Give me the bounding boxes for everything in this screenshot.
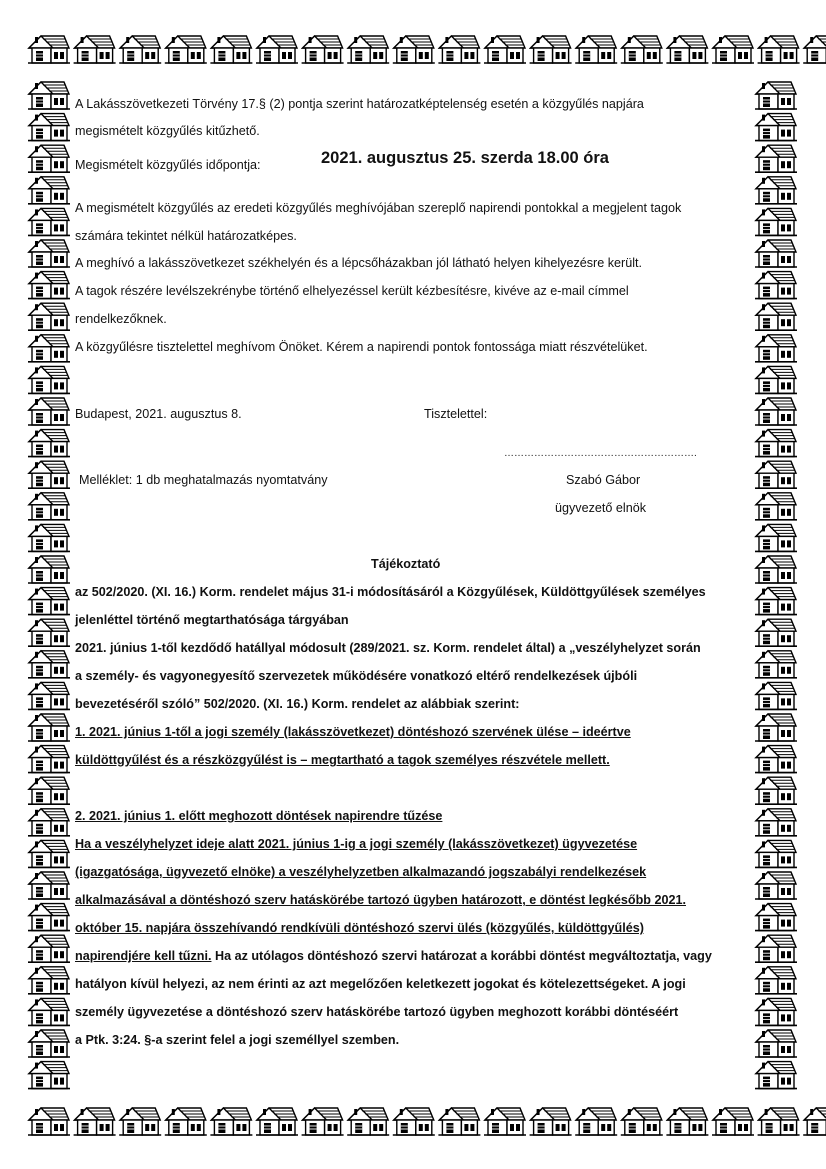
house-icon <box>666 1108 708 1135</box>
info-line-4: a személy- és vagyonegyesítő szervezetek működésére vonatkozó eltérő rendelkezések újbóli <box>75 669 638 683</box>
house-icon <box>28 619 70 646</box>
house-icon <box>210 36 252 63</box>
point-2-line-1: Ha a veszélyhelyzet ideje alatt 2021. június 1-ig a jogi személy (lakásszövetkezet) ügyvezetése <box>75 837 638 851</box>
house-icon <box>28 335 70 362</box>
house-icon <box>712 36 754 63</box>
info-line-1: az 502/2020. (XI. 16.) Korm. rendelet május 31-i módosításáról a Közgyűlések, Küldöttgyűlések személyes <box>75 585 706 599</box>
house-icon <box>28 145 70 172</box>
house-icon <box>755 145 797 172</box>
point-2-line-5-underlined: napirendjére kell tűzni. <box>75 949 212 963</box>
place-date: Budapest, 2021. augusztus 8. <box>75 407 242 421</box>
house-icon <box>28 272 70 299</box>
house-icon <box>530 1108 572 1135</box>
notice-line-1: A Lakásszövetkezeti Törvény 17.§ (2) pontja szerint határozatképtelenség esetén a közgyűlés napjára <box>75 97 644 111</box>
house-icon <box>755 967 797 994</box>
meeting-time-row <box>75 149 609 172</box>
house-icon <box>755 366 797 393</box>
meeting-time-value: 2021. augusztus 25. szerda 18.00 óra <box>321 149 609 167</box>
house-icon <box>438 36 480 63</box>
house-icon <box>755 461 797 488</box>
house-icon <box>28 840 70 867</box>
house-icon <box>28 935 70 962</box>
attachment-note: Melléklet: 1 db meghatalmazás nyomtatvány <box>79 473 328 487</box>
house-icon <box>755 1062 797 1089</box>
house-icon <box>438 1108 480 1135</box>
house-icon <box>28 366 70 393</box>
info-line-2: jelenléttel történő megtarthatósága tárgyában <box>75 613 349 627</box>
house-icon <box>758 36 800 63</box>
info-title: Tájékoztató <box>371 557 441 571</box>
house-icon <box>28 998 70 1025</box>
signer-name: Szabó Gábor <box>566 473 641 487</box>
house-icon <box>755 809 797 836</box>
signature-line: …………………………………………………. <box>504 448 697 459</box>
house-icon <box>119 36 161 63</box>
house-icon <box>575 36 617 63</box>
greeting: Tisztelettel: <box>424 407 488 421</box>
house-icon <box>256 36 298 63</box>
house-icon <box>28 967 70 994</box>
house-icon <box>755 493 797 520</box>
house-icon <box>755 619 797 646</box>
house-icon <box>755 335 797 362</box>
house-icon <box>28 303 70 330</box>
house-icon <box>530 36 572 63</box>
house-icon <box>28 872 70 899</box>
point-2-title: 2. 2021. június 1. előtt meghozott döntések napirendre tűzése <box>75 809 443 823</box>
point-2-line-2: (igazgatósága, ügyvezető elnöke) a veszélyhelyzetben alkalmazandó jogszabályi rendelkezések <box>75 865 647 879</box>
house-icon <box>575 1108 617 1135</box>
house-icon <box>755 177 797 204</box>
signer-role: ügyvezető elnök <box>555 501 647 515</box>
house-icon <box>28 493 70 520</box>
notice-line-6: A meghívó a lakásszövetkezet székhelyén és a lépcsőházakban jól látható helyen kihelyezésre került. <box>75 256 643 270</box>
house-icon <box>28 746 70 773</box>
house-icon <box>755 1030 797 1057</box>
house-icon <box>484 36 526 63</box>
house-icon <box>165 1108 207 1135</box>
house-icon <box>755 82 797 109</box>
house-icon <box>210 1108 252 1135</box>
house-icon <box>755 556 797 583</box>
house-icon <box>302 1108 344 1135</box>
house-icon <box>28 588 70 615</box>
house-icon <box>256 1108 298 1135</box>
notice-line-5: számára tekintet nélkül határozatképes. <box>75 229 297 243</box>
house-icon <box>28 398 70 425</box>
house-icon <box>803 36 826 63</box>
house-icon <box>755 714 797 741</box>
house-icon <box>28 240 70 267</box>
house-icon <box>666 36 708 63</box>
house-icon <box>28 714 70 741</box>
notice-line-8: rendelkezőknek. <box>75 312 167 326</box>
house-icon <box>758 1108 800 1135</box>
house-icon <box>755 303 797 330</box>
house-icon <box>28 177 70 204</box>
info-line-3: 2021. június 1-től kezdődő hatállyal módosult (289/2021. sz. Korm. rendelet által) a „veszélyhelyzet során <box>75 641 701 655</box>
point-1-line-2: küldöttgyűlést és a részközgyűlést is – megtartható a tagok személyes részvétele mellett. <box>75 753 610 767</box>
house-icon <box>755 114 797 141</box>
point-2-line-6: hatályon kívül helyezi, az nem érinti az azt megelőzően keletkezett jogokat és kötelezettségeket. A jogi <box>75 977 686 991</box>
house-icon <box>755 272 797 299</box>
house-icon <box>28 524 70 551</box>
house-icon <box>755 998 797 1025</box>
house-icon <box>803 1108 826 1135</box>
house-icon <box>621 1108 663 1135</box>
house-icon <box>755 682 797 709</box>
point-2-line-7: személy ügyvezetése a döntéshozó szerv hatáskörébe tartozó ügyben meghozott korábbi döntéséért <box>75 1005 679 1019</box>
point-2-line-8: a Ptk. 3:24. §-a szerint felel a jogi személlyel szemben. <box>75 1033 400 1047</box>
house-icon <box>28 904 70 931</box>
house-icon <box>28 1108 70 1135</box>
house-icon <box>755 524 797 551</box>
house-icon <box>28 556 70 583</box>
house-icon <box>755 398 797 425</box>
point-1-line-1: 1. 2021. június 1-től a jogi személy (lakásszövetkezet) döntéshozó szervének ülése – ideértve <box>75 725 631 739</box>
meeting-time-label: Megismételt közgyűlés időpontja: <box>75 158 261 172</box>
house-icon <box>28 1062 70 1089</box>
house-icon <box>165 36 207 63</box>
house-icon <box>28 682 70 709</box>
notice-line-7: A tagok részére levélszekrénybe történő elhelyezéssel került kézbesítésre, kivéve az e-mail címmel <box>75 284 629 298</box>
point-2-line-5-rest: Ha az utólagos döntéshozó szervi határozat a korábbi döntést megváltoztatja, vagy <box>211 949 712 963</box>
house-icon <box>302 36 344 63</box>
house-icon <box>755 872 797 899</box>
house-icon <box>28 430 70 457</box>
house-icon <box>28 82 70 109</box>
info-line-5: bevezetéséről szóló” 502/2020. (XI. 16.) Korm. rendelet az alábbiak szerint: <box>75 697 520 711</box>
house-icon <box>755 777 797 804</box>
house-icon <box>755 651 797 678</box>
house-icon <box>755 240 797 267</box>
house-icon <box>621 36 663 63</box>
notice-line-2: megismételt közgyűlés kitűzhető. <box>75 124 260 138</box>
house-icon <box>755 746 797 773</box>
house-icon <box>28 36 70 63</box>
point-2-line-3: alkalmazásával a döntéshozó szerv hatáskörébe tartozó ügyben határozott, e döntést legkésőbb 2021. <box>75 893 686 907</box>
house-icon <box>28 461 70 488</box>
house-icon <box>755 935 797 962</box>
house-icon <box>74 1108 116 1135</box>
house-icon <box>755 430 797 457</box>
notice-line-4: A megismételt közgyűlés az eredeti közgyűlés meghívójában szereplő napirendi pontokkal a megjelent tagok <box>75 201 682 215</box>
house-icon <box>755 904 797 931</box>
house-icon <box>484 1108 526 1135</box>
point-2-line-4: október 15. napjára összehívandó rendkívüli döntéshozó szervi ülés (közgyűlés, küldöttgyűlés) <box>75 921 644 935</box>
house-icon <box>28 809 70 836</box>
house-icon <box>755 588 797 615</box>
house-icon <box>347 36 389 63</box>
house-icon <box>712 1108 754 1135</box>
house-icon <box>755 840 797 867</box>
house-icon <box>119 1108 161 1135</box>
house-icon <box>393 1108 435 1135</box>
house-icon <box>28 651 70 678</box>
house-icon <box>393 36 435 63</box>
house-icon <box>755 208 797 235</box>
house-icon <box>28 208 70 235</box>
point-2-line-5 <box>75 949 712 963</box>
house-icon <box>74 36 116 63</box>
notice-line-9: A közgyűlésre tisztelettel meghívom Önöket. Kérem a napirendi pontok fontossága miatt részvételüket. <box>75 340 648 354</box>
house-icon <box>28 777 70 804</box>
house-icon <box>28 114 70 141</box>
house-icon <box>347 1108 389 1135</box>
house-icon <box>28 1030 70 1057</box>
